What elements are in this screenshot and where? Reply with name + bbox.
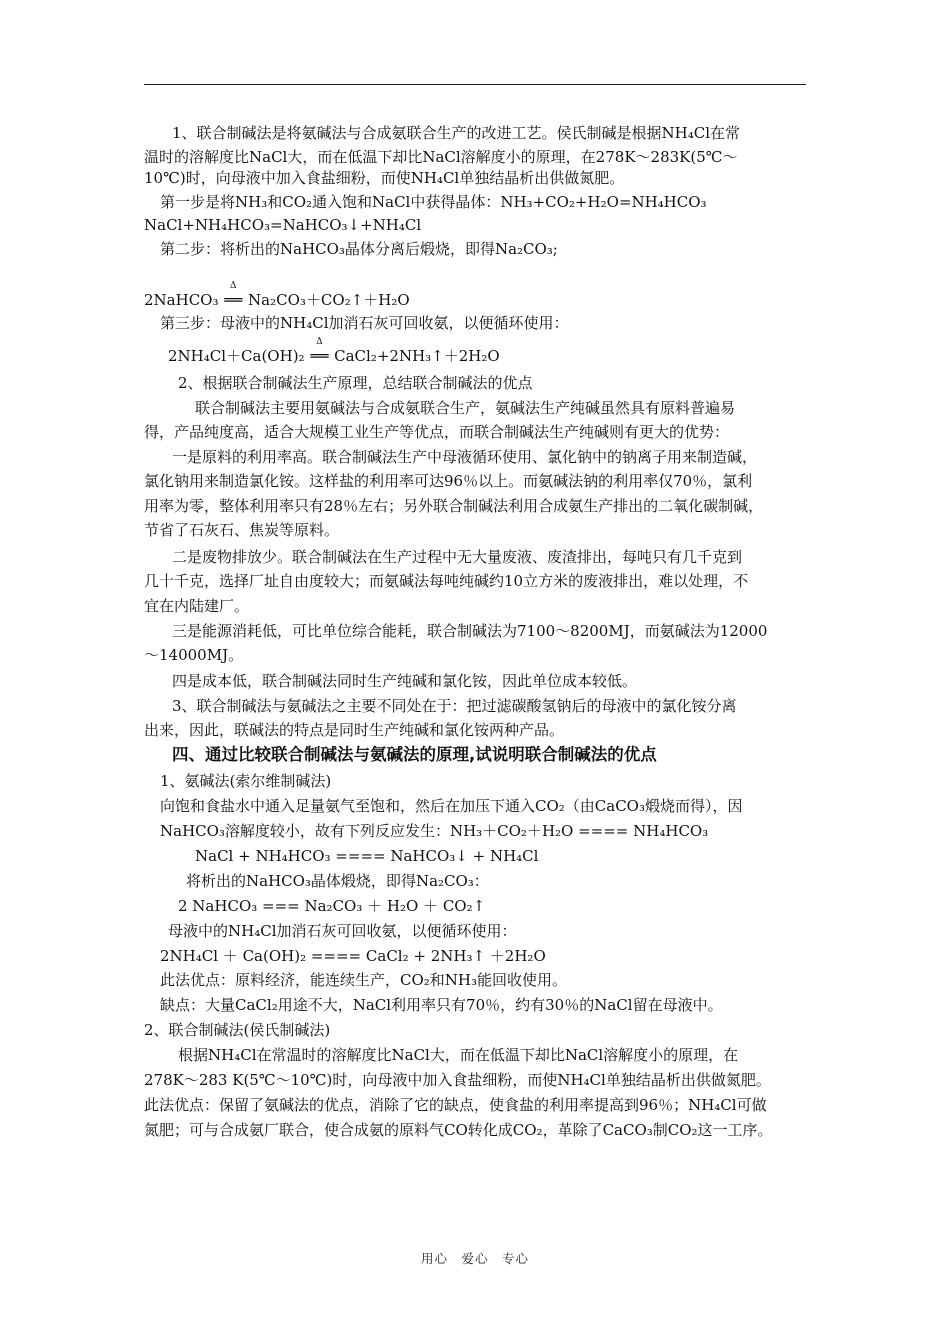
delta-symbol: Δ bbox=[230, 281, 237, 291]
paragraph-line: 得，产品纯度高，适合大规模工业生产等优点，而联合制碱法生产纯碱则有更大的优势： bbox=[144, 423, 730, 441]
subsection-title: 2、联合制碱法(侯氏制碱法) bbox=[144, 1021, 331, 1039]
paragraph-line: 此法优点：原料经济，能连续生产，CO₂和NH₃能回收使用。 bbox=[160, 971, 568, 989]
paragraph-line: 母液中的NH₄Cl加消石灰可回收氨，以便循环使用： bbox=[168, 922, 517, 940]
paragraph-line: 节省了石灰石、焦炭等原料。 bbox=[144, 521, 340, 539]
step-three-text: 第三步：母液中的NH₄Cl加消石灰可回收氨，以便循环使用： bbox=[160, 314, 569, 332]
subsection-title: 1、氨碱法(索尔维制碱法) bbox=[160, 772, 332, 790]
paragraph-line: 氮肥；可与合成氨厂联合，使合成氨的原料气CO转化成CO₂，革除了CaCO₃制CO₂这一工序。 bbox=[144, 1121, 773, 1139]
delta-symbol: Δ bbox=[316, 337, 323, 347]
paragraph-line: 几十千克，选择厂址自由度较大；而氨碱法每吨纯碱约10立方米的废液排出，难以处理，不 bbox=[144, 572, 749, 590]
paragraph-line: 1、联合制碱法是将氨碱法与合成氨联合生产的改进工艺。侯氏制碱是根据NH₄Cl在常 bbox=[172, 124, 741, 142]
equation-right: Na₂CO₃＋CO₂↑＋H₂O bbox=[248, 291, 410, 309]
paragraph-line: 温时的溶解度比NaCl大，而在低温下却比NaCl溶解度小的原理，在278K～283K(5℃～ bbox=[144, 148, 738, 166]
equation-right: CaCl₂+2NH₃↑＋2H₂O bbox=[334, 347, 500, 365]
paragraph-line: 用率为零，整体利用率只有28％左右；另外联合制碱法利用合成氨生产排出的二氧化碳制碱， bbox=[144, 497, 764, 515]
paragraph-line: 联合制碱法主要用氨碱法与合成氨联合生产，氨碱法生产纯碱虽然具有原料普遍易 bbox=[195, 399, 736, 417]
paragraph-line: 氯化钠用来制造氯化铵。这样盐的利用率可达96％以上。而氨碱法钠的利用率仅70％，氯利 bbox=[144, 472, 753, 490]
paragraph-line: 一是原料的利用率高。联合制碱法生产中母液循环使用、氯化钠中的钠离子用来制造碱， bbox=[172, 448, 758, 466]
paragraph-line: 出来，因此，联碱法的特点是同时生产纯碱和氯化铵两种产品。 bbox=[144, 721, 565, 739]
section-heading: 四、通过比较联合制碱法与氨碱法的原理,试说明联合制碱法的优点 bbox=[172, 745, 657, 764]
step-one-equation: NaCl+NH₄HCO₃=NaHCO₃↓+NH₄Cl bbox=[144, 216, 422, 234]
equation-line: NaCl + NH₄HCO₃ ==== NaHCO₃↓ + NH₄Cl bbox=[195, 847, 539, 865]
heat-arrow: Δ ══ bbox=[310, 337, 329, 365]
paragraph-line: 向饱和食盐水中通入足量氨气至饱和，然后在加压下通入CO₂（由CaCO₃煅烧而得），因 bbox=[160, 797, 743, 815]
paragraph-line: 3、联合制碱法与氨碱法之主要不同处在于：把过滤碳酸氢钠后的母液中的氯化铵分离 bbox=[172, 697, 737, 715]
paragraph-line: 278K～283 K(5℃～10℃)时，向母液中加入食盐细粉，而使NH₄Cl单独结晶析出供做氮肥。 bbox=[144, 1071, 771, 1089]
paragraph-line: 10℃)时，向母液中加入食盐细粉，而使NH₄Cl单独结晶析出供做氮肥。 bbox=[144, 169, 625, 187]
paragraph-line: 宜在内陆建厂。 bbox=[144, 597, 250, 615]
equation-line: 2 NaHCO₃ === Na₂CO₃ ＋ H₂O ＋ CO₂↑ bbox=[178, 897, 486, 915]
paragraph-line: ～14000MJ。 bbox=[144, 646, 244, 664]
header-rule bbox=[144, 84, 806, 85]
paragraph-line: 三是能源消耗低，可比单位综合能耗，联合制碱法为7100～8200MJ，而氨碱法为12000 bbox=[172, 622, 768, 640]
equation-line: 2NH₄Cl ＋ Ca(OH)₂ ==== CaCl₂ + 2NH₃↑ ＋2H₂O bbox=[160, 947, 546, 965]
heat-arrow: Δ ══ bbox=[224, 281, 243, 309]
step-three-equation bbox=[168, 337, 500, 366]
paragraph-line: 将析出的NaHCO₃晶体煅烧，即得Na₂CO₃： bbox=[186, 872, 489, 890]
paragraph-line: 四是成本低，联合制碱法同时生产纯碱和氯化铵，因此单位成本较低。 bbox=[172, 672, 638, 690]
step-two-equation bbox=[144, 281, 410, 310]
equation-left: 2NaHCO₃ bbox=[144, 291, 219, 309]
paragraph-line: 此法优点：保留了氨碱法的优点，消除了它的缺点，使食盐的利用率提高到96％；NH₄Cl可做 bbox=[144, 1096, 767, 1114]
question-two: 2、根据联合制碱法生产原理，总结联合制碱法的优点 bbox=[178, 374, 533, 392]
paragraph-line: 根据NH₄Cl在常温时的溶解度比NaCl大，而在低温下却比NaCl溶解度小的原理，在 bbox=[178, 1046, 739, 1064]
step-two-text: 第二步：将析出的NaHCO₃晶体分离后煅烧，即得Na₂CO₃; bbox=[160, 240, 558, 258]
paragraph-line: 缺点：大量CaCl₂用途不大，NaCl利用率只有70％，约有30％的NaCl留在母液中。 bbox=[160, 996, 723, 1014]
step-one-text: 第一步是将NH₃和CO₂通入饱和NaCl中获得晶体：NH₃+CO₂+H₂O=NH₄HCO₃ bbox=[160, 193, 707, 211]
paragraph-line: 二是废物排放少。联合制碱法在生产过程中无大量废液、废渣排出，每吨只有几千克到 bbox=[172, 548, 743, 566]
page-footer: 用心 爱心 专心 bbox=[420, 1251, 529, 1266]
equation-left: 2NH₄Cl＋Ca(OH)₂ bbox=[168, 347, 305, 365]
paragraph-line: NaHCO₃溶解度较小，故有下列反应发生：NH₃＋CO₂＋H₂O ==== NH₄HCO₃ bbox=[160, 822, 709, 840]
